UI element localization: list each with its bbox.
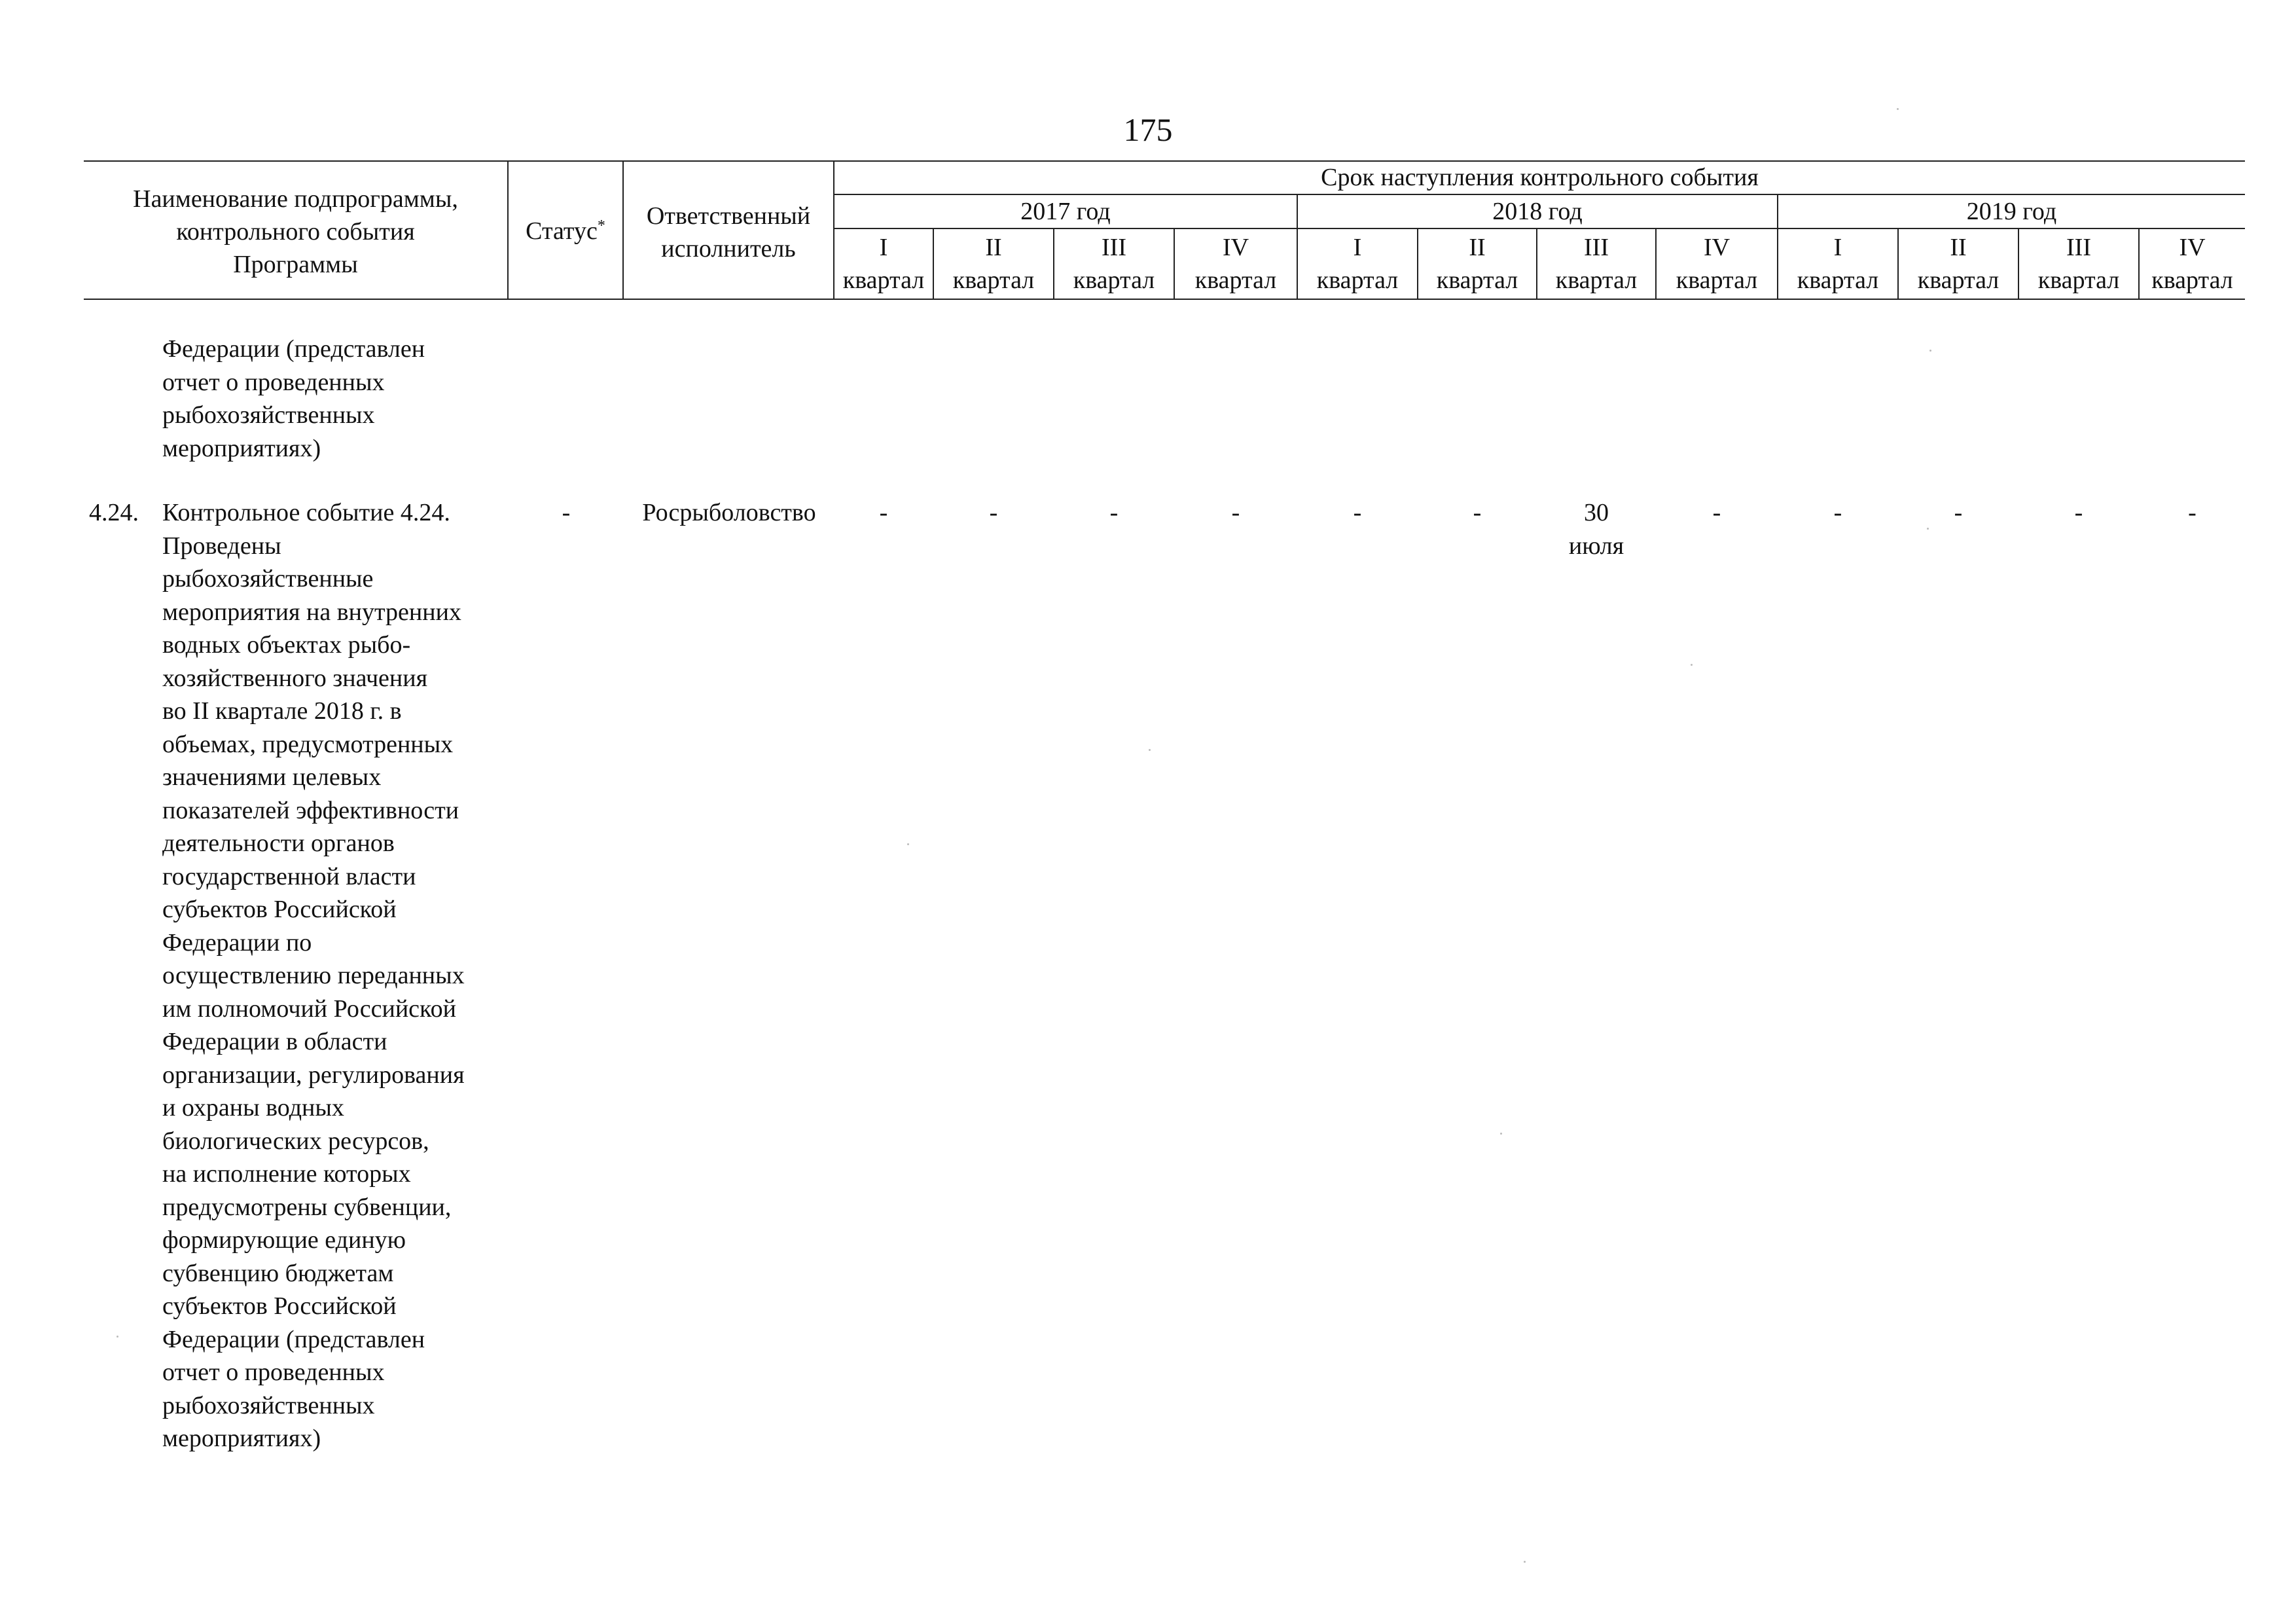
- quarter-value: -: [1954, 499, 1963, 526]
- text-line: во II квартале 2018 г. в: [162, 697, 402, 725]
- text-line: показателей эффективности: [162, 796, 459, 824]
- text-line: объемах, предусмотренных: [162, 730, 454, 758]
- quarter-value: -: [879, 499, 888, 526]
- quarter-value: -: [1712, 499, 1721, 526]
- row-status: -: [562, 499, 571, 526]
- header-status-label: Статус: [526, 217, 598, 245]
- quarter-word: квартал: [1917, 266, 2000, 294]
- text-line: мероприятиях): [162, 434, 321, 462]
- quarter-numeral: II: [1469, 234, 1486, 261]
- text-line: рыбохозяйственных: [162, 1391, 375, 1419]
- header-quarter: [1298, 231, 1417, 297]
- scan-speck: [1149, 749, 1151, 751]
- table-header: [84, 160, 2245, 301]
- header-year-2019: 2019 год: [1966, 198, 2057, 225]
- header-name-line: контрольного события: [176, 218, 415, 246]
- text-line: организации, регулирования: [162, 1061, 465, 1089]
- quarter-word: квартал: [1316, 266, 1399, 294]
- quarter-numeral: III: [2066, 234, 2091, 261]
- text-line: рыбохозяйственных: [162, 401, 375, 429]
- text-line: субъектов Российской: [162, 896, 397, 923]
- scan-speck: [1691, 664, 1693, 666]
- quarter-word: квартал: [1797, 266, 1879, 294]
- header-top-rule: [84, 160, 2245, 162]
- text-line: субъектов Российской: [162, 1292, 397, 1320]
- year-row-rule: [834, 228, 2245, 229]
- header-deadline-title: Срок наступления контрольного события: [1321, 164, 1759, 191]
- header-year-2018: 2018 год: [1492, 198, 1583, 225]
- scan-speck: [1927, 528, 1929, 530]
- text-line: значениями целевых: [162, 763, 382, 791]
- text-line: хозяйственного значения: [162, 664, 428, 692]
- continuation-text: [162, 333, 425, 465]
- quarter-value: -: [1353, 499, 1362, 526]
- text-line: предусмотрены субвенции,: [162, 1193, 452, 1221]
- row-executor: Росрыболовство: [642, 499, 816, 526]
- text-line: Федерации в области: [162, 1028, 387, 1055]
- quarter-numeral: I: [1833, 234, 1842, 261]
- quarter-numeral: II: [985, 234, 1002, 261]
- header-name-line: Наименование подпрограммы,: [133, 185, 458, 213]
- quarter-numeral: IV: [2179, 234, 2206, 261]
- text-line: субвенцию бюджетам: [162, 1259, 394, 1287]
- header-quarter: [1657, 231, 1777, 297]
- quarter-word: квартал: [1555, 266, 1638, 294]
- quarter-numeral: I: [1353, 234, 1362, 261]
- quarter-value: -: [989, 499, 998, 526]
- row-name: [162, 496, 465, 1455]
- quarter-word: квартал: [1194, 266, 1277, 294]
- text-line: формирующие единую: [162, 1226, 406, 1254]
- scan-speck: [1897, 108, 1899, 110]
- header-name-line: Программы: [233, 251, 358, 278]
- header-quarter: [1537, 231, 1655, 297]
- text-line: мероприятиях): [162, 1425, 321, 1452]
- header-quarter: [1418, 231, 1536, 297]
- text-line: осуществлению переданных: [162, 962, 465, 989]
- quarter-word: квартал: [842, 266, 925, 294]
- text-line: на исполнение которых: [162, 1160, 411, 1188]
- header-executor-line: Ответственный: [646, 202, 811, 230]
- header-quarter: [834, 231, 933, 297]
- text-line: государственной власти: [162, 862, 416, 890]
- row-number: 4.24.: [89, 499, 139, 526]
- quarter-word: квартал: [1676, 266, 1758, 294]
- quarter-value: -: [1833, 499, 1842, 526]
- text-line: отчет о проведенных: [162, 1359, 385, 1386]
- header-executor-line: исполнитель: [661, 235, 796, 263]
- quarter-numeral: II: [1950, 234, 1967, 261]
- header-quarter: [1054, 231, 1174, 297]
- quarter-word: квартал: [2151, 266, 2233, 294]
- text-line: рыбохозяйственные: [162, 565, 374, 593]
- quarter-numeral: I: [879, 234, 888, 261]
- quarter-word: квартал: [1436, 266, 1518, 294]
- header-executor-column: [624, 200, 833, 265]
- scan-speck: [1500, 1133, 1502, 1135]
- text-line: Федерации (представлен: [162, 1325, 425, 1353]
- header-quarter: [1175, 231, 1297, 297]
- deadline-title-rule: [834, 194, 2245, 195]
- quarter-value: -: [2188, 499, 2197, 526]
- header-status-column: [509, 215, 622, 247]
- text-line: Федерации по: [162, 928, 312, 957]
- text-line: Контрольное событие 4.24.: [162, 499, 450, 526]
- quarter-word: квартал: [1073, 266, 1155, 294]
- header-quarter: [2140, 231, 2245, 297]
- quarter-word: квартал: [952, 266, 1035, 294]
- text-line: и охраны водных: [162, 1094, 344, 1122]
- text-line: биологических ресурсов,: [162, 1127, 429, 1155]
- quarter-numeral: IV: [1222, 234, 1249, 261]
- text-line: мероприятия на внутренних: [162, 598, 461, 626]
- quarter-value: -: [1231, 499, 1240, 526]
- status-footnote-mark: *: [597, 217, 605, 234]
- text-line: им полномочий Российской: [162, 994, 456, 1023]
- text-line: отчет о проведенных: [162, 368, 385, 396]
- quarter-numeral: III: [1102, 234, 1126, 261]
- quarter-value: -: [2074, 499, 2083, 526]
- scan-speck: [1524, 1561, 1526, 1563]
- header-quarter: [2019, 231, 2138, 297]
- quarter-value: -: [1109, 499, 1119, 526]
- scan-speck: [1929, 350, 1931, 352]
- header-quarter: [1778, 231, 1897, 297]
- scan-speck: [907, 843, 909, 845]
- quarter-word: квартал: [2037, 266, 2120, 294]
- page-number: 175: [1123, 111, 1173, 148]
- header-quarter: [1899, 231, 2018, 297]
- quarter-value: -: [1473, 499, 1482, 526]
- quarter-numeral: IV: [1703, 234, 1731, 261]
- text-line: Федерации (представлен: [162, 335, 425, 363]
- header-name-column: [84, 183, 507, 281]
- header-year-2017: 2017 год: [1020, 198, 1111, 225]
- header-bottom-rule: [84, 299, 2245, 300]
- header-quarter: [934, 231, 1053, 297]
- text-line: Проведены: [162, 532, 281, 560]
- quarter-value-deadline: 30 июля: [1568, 499, 1624, 560]
- scan-speck: [117, 1336, 118, 1338]
- text-line: деятельности органов: [162, 830, 395, 857]
- text-line: водных объектах рыбо-: [162, 631, 411, 659]
- quarter-numeral: III: [1584, 234, 1609, 261]
